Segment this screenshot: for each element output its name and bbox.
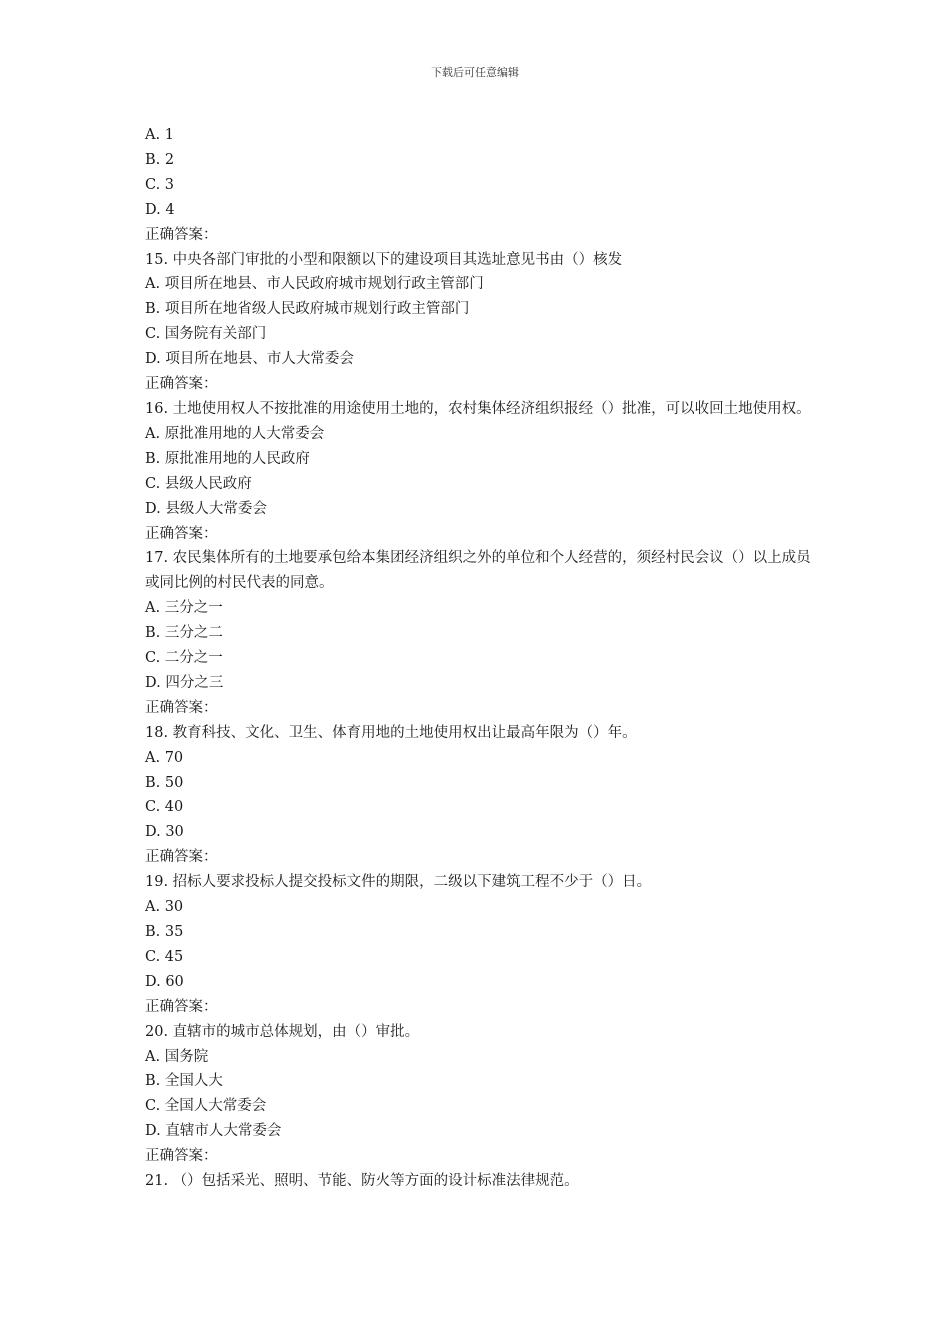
option-c: C. 国务院有关部门 (145, 326, 267, 343)
option-d: D. 60 (145, 973, 184, 990)
option-d: D. 30 (145, 824, 184, 841)
answer-label: 正确答案： (145, 376, 218, 393)
option-d: D. 项目所在地县、市人大常委会 (145, 351, 354, 368)
option-a: A. 国务院 (145, 1048, 209, 1065)
question-16 (145, 397, 815, 546)
option-d: D. 直辖市人大常委会 (145, 1123, 282, 1140)
question-15 (145, 248, 815, 397)
option-b: B. 三分之二 (145, 625, 223, 642)
question-text: 16. 土地使用权人不按批准的用途使用土地的，农村集体经济组织报经（）批准，可以收回土地使用权。 (145, 400, 811, 417)
question-text: 17. 农民集体所有的土地要承包给本集团经济组织之外的单位和个人经营的，须经村民会议（）以上成员或同比例的村民代表的同意。 (145, 550, 811, 592)
option-a: A. 三分之一 (145, 600, 223, 617)
option-b: B. 原批准用地的人民政府 (145, 450, 310, 467)
answer-label: 正确答案： (145, 998, 218, 1015)
question-text: 19. 招标人要求投标人提交投标文件的期限，二级以下建筑工程不少于（）日。 (145, 874, 652, 891)
option-c: C. 45 (145, 948, 184, 965)
question-14-tail (145, 123, 815, 248)
question-text: 15. 中央各部门审批的小型和限额以下的建设项目其选址意见书由（）核发 (145, 251, 623, 268)
question-18 (145, 721, 815, 870)
option-a: A. 1 (145, 127, 174, 143)
question-text: 21. （）包括采光、照明、节能、防火等方面的设计标准法律规范。 (145, 1173, 579, 1190)
question-text: 20. 直辖市的城市总体规划，由（）审批。 (145, 1023, 420, 1040)
option-c: C. 县级人民政府 (145, 475, 252, 492)
answer-label: 正确答案： (145, 525, 218, 542)
answer-label: 正确答案： (145, 849, 218, 866)
document-body (145, 123, 815, 1194)
option-a: A. 项目所在地县、市人民政府城市规划行政主管部门 (145, 276, 484, 293)
answer-label: 正确答案： (145, 1148, 218, 1165)
option-c: C. 二分之一 (145, 650, 223, 667)
option-c: C. 全国人大常委会 (145, 1098, 267, 1115)
option-b: B. 项目所在地省级人民政府城市规划行政主管部门 (145, 301, 470, 318)
option-a: A. 70 (145, 749, 184, 766)
option-b: B. 35 (145, 924, 184, 940)
option-c: C. 3 (145, 176, 175, 193)
option-d: D. 4 (145, 201, 175, 218)
option-a: A. 原批准用地的人大常委会 (145, 425, 325, 442)
answer-label: 正确答案： (145, 226, 218, 243)
option-b: B. 2 (145, 151, 175, 168)
page-header: 下载后可任意编辑 (431, 66, 519, 79)
question-19 (145, 870, 815, 1019)
option-d: D. 四分之三 (145, 674, 224, 691)
option-d: D. 县级人大常委会 (145, 500, 267, 517)
question-text: 18. 教育科技、文化、卫生、体育用地的土地使用权出让最高年限为（）年。 (145, 724, 637, 741)
answer-label: 正确答案： (145, 699, 218, 716)
question-21 (145, 1169, 815, 1194)
option-a: A. 30 (145, 899, 184, 916)
question-20 (145, 1020, 815, 1169)
question-17 (145, 546, 815, 720)
option-b: B. 全国人大 (145, 1073, 223, 1090)
option-c: C. 40 (145, 799, 184, 816)
option-b: B. 50 (145, 774, 184, 791)
